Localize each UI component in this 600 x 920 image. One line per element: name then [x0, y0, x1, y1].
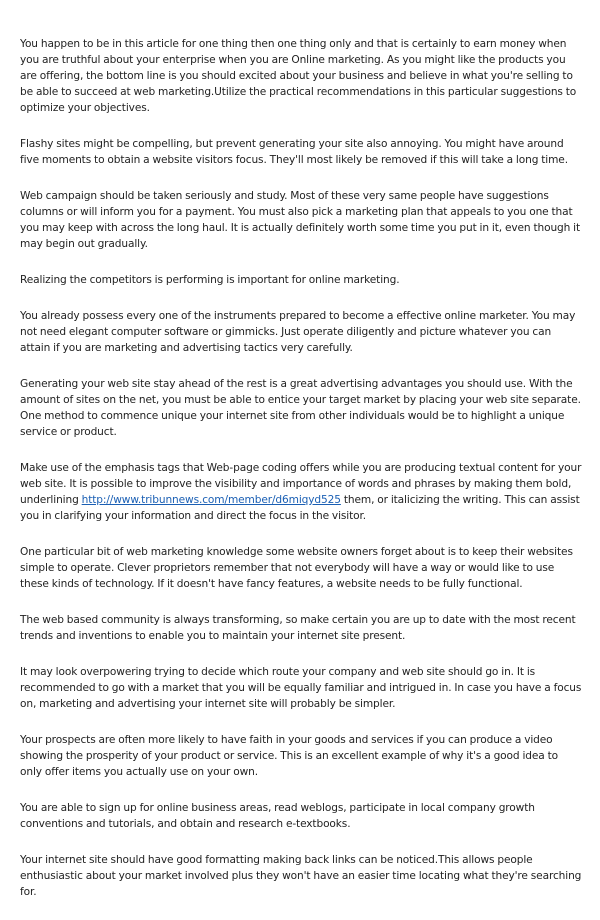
paragraph-11: Your prospects are often more likely to have faith in your goods and services if you can produce a video showing the prosperity of your product or service. This is an excellent example of why it's a good idea to only offer items you actually use on your own. — [20, 734, 558, 778]
paragraph-10: It may look overpowering trying to decide which route your company and web site should go in. It is recommended to go with a market that you will be equally familiar and intrigued in. In case you have a focus on, marketing and advertising your internet site will probably be simpler. — [20, 666, 582, 710]
paragraph-2: Flashy sites might be compelling, but prevent generating your site also annoying. You might have around five moments to obtain a website visitors focus. They'll most likely be removed if this will take a long time. — [20, 138, 568, 166]
paragraph-7-text-before: Make use of the emphasis tags that Web-page coding offers while you are producing textual content for your web site. It is possible to improve the visibility and importance of words and phrases by making them bold, underlining — [20, 462, 582, 506]
paragraph-7 — [20, 460, 582, 524]
paragraph-6: Generating your web site stay ahead of the rest is a great advertising advantages you should use. With the amount of sites on the net, you must be able to entice your target market by placing your web site separate. One method to commence unique your internet site from other individuals would be to highlight a unique service or product. — [20, 378, 581, 438]
paragraph-3: Web campaign should be taken seriously and study. Most of these very same people have suggestions columns or will inform you for a payment. You must also pick a marketing plan that appeals to you one that you may keep with across the long haul. It is actually definitely worth some time you put in it, even though it may begin out gradually. — [20, 190, 581, 250]
article-body — [20, 36, 582, 920]
paragraph-1: You happen to be in this article for one thing then one thing only and that is certainly to earn money when you are truthful about your enterprise when you are Online marketing. As you might like the products you are offering, the bottom line is you should excited about your business and believe in what you're selling to be able to succeed at web marketing.Utilize the practical recommendations in this particular suggestions to optimize your objectives. — [20, 38, 577, 114]
paragraph-13: Your internet site should have good formatting making back links can be noticed.This allows people enthusiastic about your market involved plus they won't have an easier time locating what they're searching for. — [20, 854, 582, 898]
paragraph-7-text-after: them, or italicizing the writing. This can assist you in clarifying your information and direct the focus in the visitor. — [20, 494, 580, 522]
paragraph-4: Realizing the competitors is performing is important for online marketing. — [20, 274, 400, 286]
member-profile-link[interactable]: http://www.tribunnews.com/member/d6miqyd525 — [81, 494, 341, 506]
paragraph-5: You already possess every one of the instruments prepared to become a effective online marketer. You may not need elegant computer software or gimmicks. Just operate diligently and picture whatever you can attain if you are marketing and advertising tactics very carefully. — [20, 310, 576, 354]
paragraph-12: You are able to sign up for online business areas, read weblogs, participate in local company growth conventions and tutorials, and obtain and research e-textbooks. — [20, 802, 535, 830]
paragraph-9: The web based community is always transforming, so make certain you are up to date with the most recent trends and inventions to enable you to maintain your internet site present. — [20, 614, 576, 642]
paragraph-8: One particular bit of web marketing knowledge some website owners forget about is to keep their websites simple to operate. Clever proprietors remember that not everybody will have a way or would like to use these kinds of technology. If it doesn't have fancy features, a website needs to be fully functional. — [20, 546, 573, 590]
